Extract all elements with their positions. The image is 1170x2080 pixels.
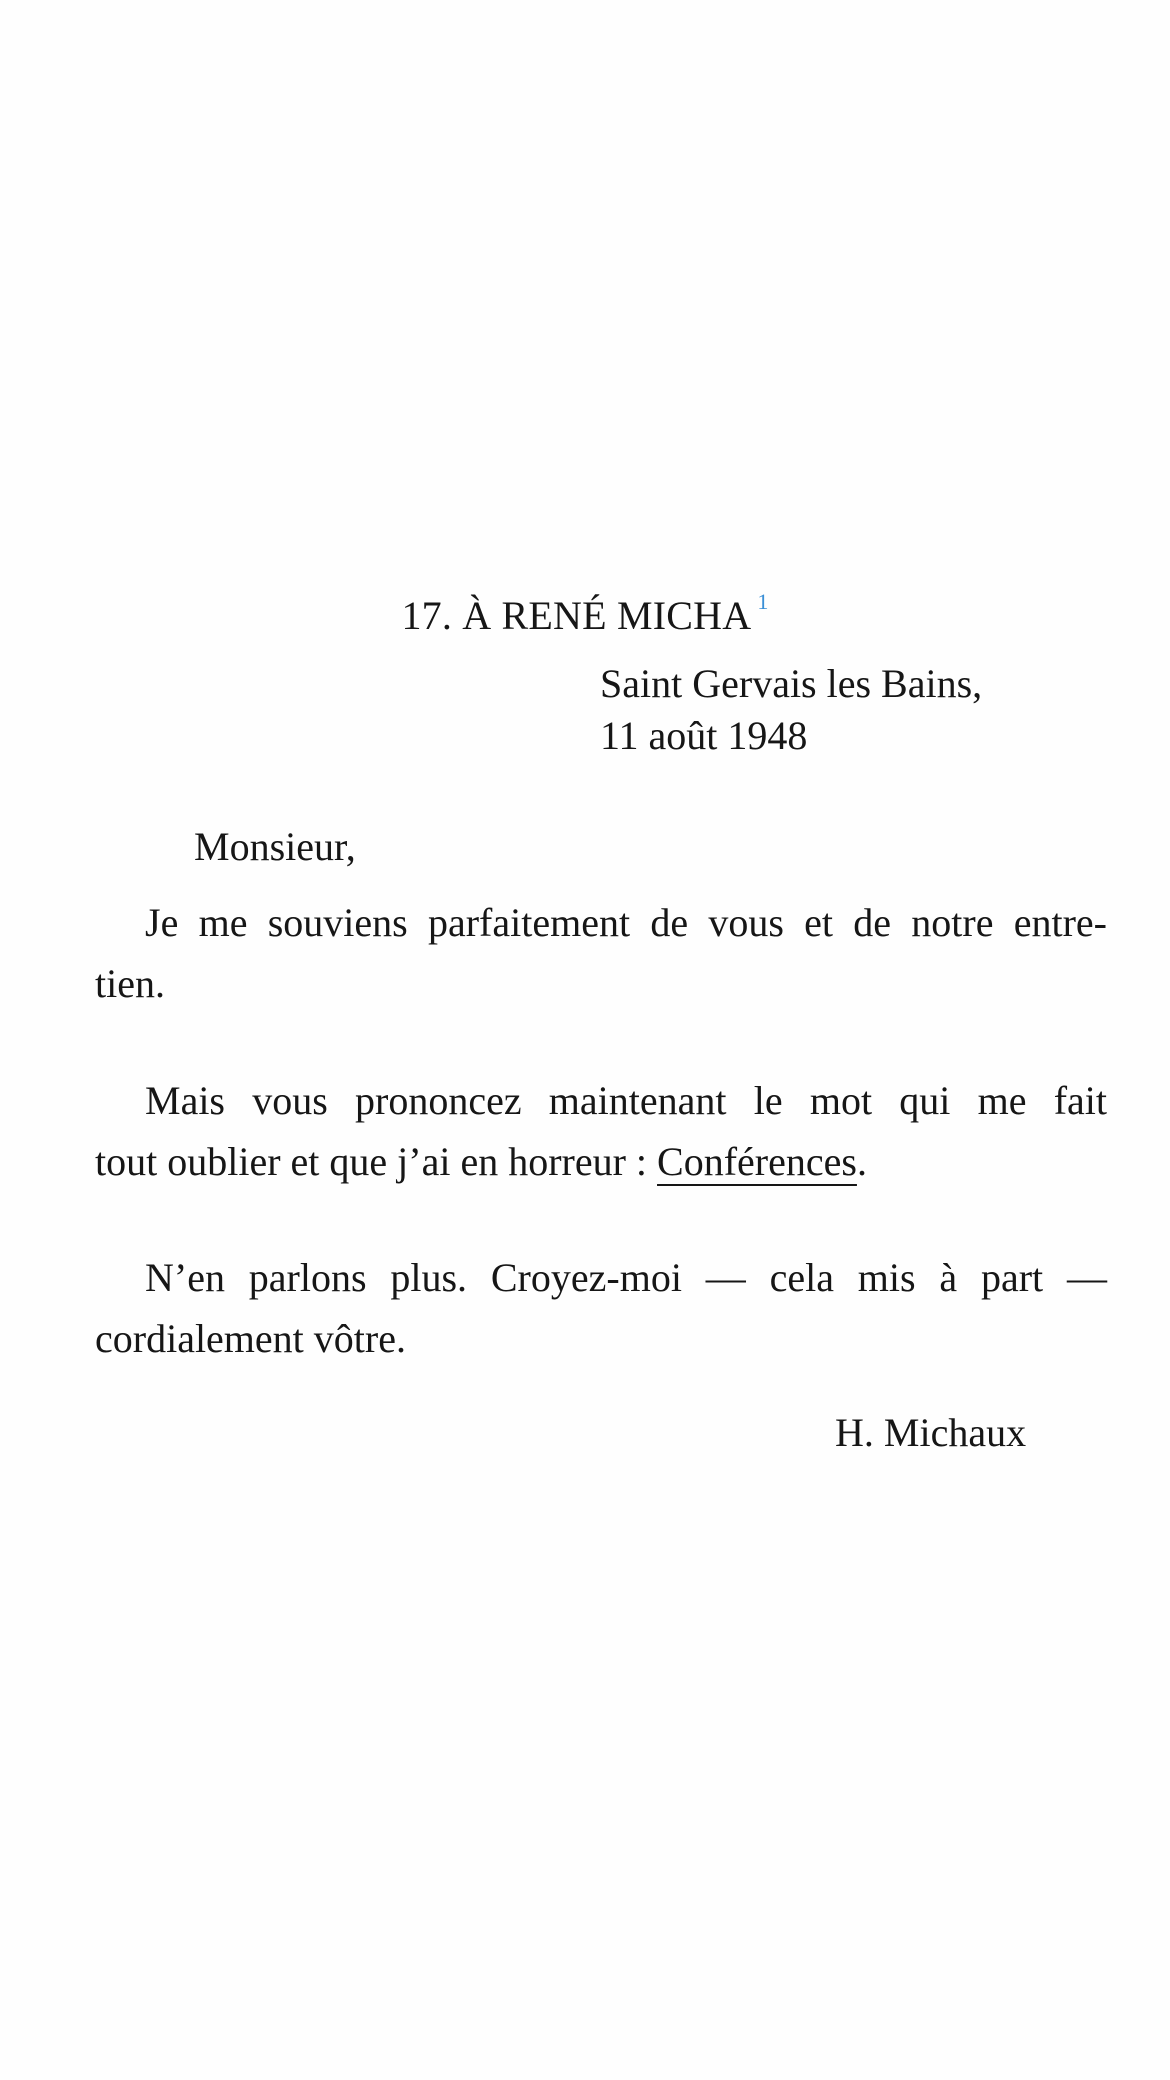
- dateline: [600, 658, 982, 762]
- paragraph-1-line-2: tien.: [95, 961, 165, 1006]
- paragraph-2-line-1: Mais vous prononcez maintenant le mot qui me fait: [145, 1078, 1107, 1123]
- signature: H. Michaux: [835, 1410, 1027, 1455]
- dateline-place: Saint Gervais les Bains,: [600, 661, 983, 706]
- paragraph-2-line-2-text: tout oublier et que j’ai en horreur :: [95, 1139, 658, 1184]
- salutation: Monsieur,: [194, 824, 356, 869]
- footnote-link[interactable]: 1: [757, 589, 769, 614]
- paragraph-3: [95, 1247, 1107, 1369]
- paragraph-3-line-2: cordialement vôtre.: [95, 1316, 406, 1361]
- paragraph-2-line-2: [95, 1131, 1107, 1192]
- dateline-date: 11 août 1948: [600, 713, 808, 758]
- letter-title: 17. À RENÉ MICHA: [401, 593, 752, 638]
- paragraph-2: [95, 1070, 1107, 1192]
- underlined-word-conferences: Conférences: [657, 1139, 857, 1184]
- paragraph-1-line-1: Je me souviens parfaitement de vous et de notre entre-: [145, 900, 1107, 945]
- paragraph-3-line-1: N’en parlons plus. Croyez-moi — cela mis à part —: [145, 1255, 1107, 1300]
- paragraph-1: [95, 892, 1107, 1014]
- top-blank-area: [0, 0, 1170, 505]
- letter-heading: [0, 575, 1170, 643]
- paragraph-2-period: .: [856, 1139, 867, 1184]
